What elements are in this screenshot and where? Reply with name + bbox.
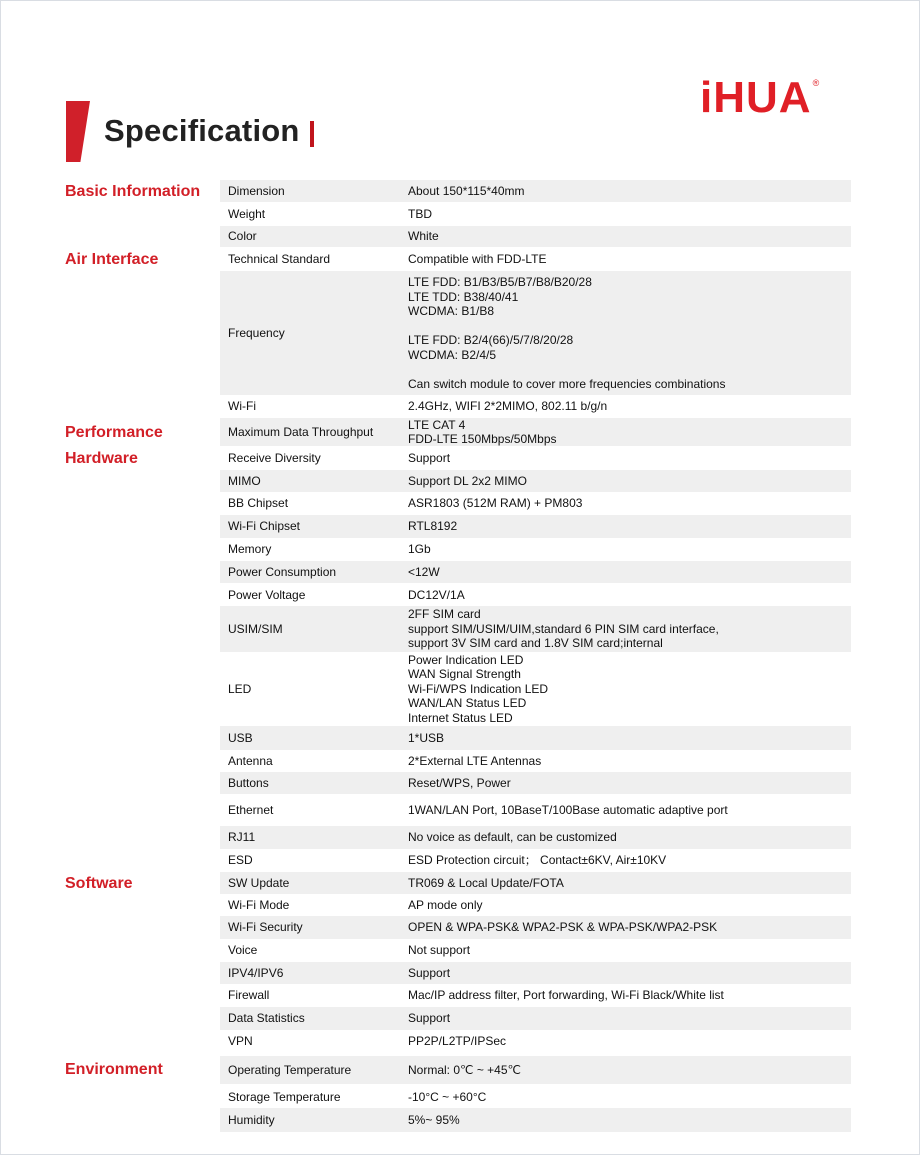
spec-row	[220, 826, 851, 849]
spec-row	[220, 447, 851, 469]
spec-name: MIMO	[228, 473, 261, 488]
ihua-logo	[700, 73, 820, 122]
spec-value: PP2P/L2TP/IPSec	[408, 1034, 507, 1049]
spec-name: ESD	[228, 852, 253, 867]
spec-value: Not support	[408, 943, 471, 958]
spec-name: Frequency	[228, 325, 285, 340]
spec-value: TBD	[408, 206, 432, 221]
spec-name: Ethernet	[228, 802, 274, 817]
spec-row	[220, 962, 851, 984]
spec-name: IPV4/IPV6	[228, 965, 284, 980]
spec-value: Compatible with FDD-LTE	[408, 251, 547, 266]
spec-row	[220, 1056, 851, 1084]
spec-row	[220, 772, 851, 794]
spec-row	[220, 226, 851, 247]
spec-name: Technical Standard	[228, 251, 331, 266]
spec-value: About 150*115*40mm	[408, 183, 525, 198]
section-software: Software	[65, 875, 133, 892]
spec-name: Receive Diversity	[228, 450, 321, 465]
spec-row	[220, 418, 851, 446]
spec-row	[220, 180, 851, 202]
spec-row	[220, 652, 851, 726]
spec-value: White	[408, 229, 439, 244]
spec-value: RTL8192	[408, 519, 458, 534]
spec-row	[220, 1084, 851, 1110]
spec-row	[220, 538, 851, 560]
spec-value: AP mode only	[408, 897, 483, 912]
spec-value: LTE FDD: B1/B3/B5/B7/B8/B20/28 LTE TDD: B38/40/41 WCDMA: B1/B8 LTE FDD: B2/4(66)/5/7/8/20/28 WCDMA: B2/4/5 Can switch module to cover more frequencies combinations	[408, 275, 726, 391]
spec-row	[220, 1108, 851, 1132]
spec-row	[220, 894, 851, 916]
spec-name: Color	[228, 229, 257, 244]
spec-row	[220, 916, 851, 939]
spec-row	[220, 794, 851, 826]
spec-value: <12W	[408, 564, 440, 579]
section-basic-information: Basic Information	[65, 183, 201, 200]
spec-value: LTE CAT 4 FDD-LTE 150Mbps/50Mbps	[408, 417, 557, 446]
spec-name: Memory	[228, 541, 272, 556]
spec-row	[220, 606, 851, 652]
spec-name: Power Voltage	[228, 587, 306, 602]
spec-name: Maximum Data Throughput	[228, 424, 374, 439]
spec-row	[220, 984, 851, 1007]
spec-value: Normal: 0℃ ~ +45℃	[408, 1062, 521, 1077]
spec-row	[220, 1007, 851, 1030]
spec-value: DC12V/1A	[408, 587, 465, 602]
spec-row	[220, 248, 851, 270]
spec-name: Wi-Fi	[228, 398, 256, 413]
spec-value: 1WAN/LAN Port, 10BaseT/100Base automatic adaptive port	[408, 802, 728, 817]
section-environment: Environment	[65, 1061, 163, 1078]
spec-value: Support DL 2x2 MIMO	[408, 473, 527, 488]
spec-name: Humidity	[228, 1112, 275, 1127]
spec-value: 2FF SIM card support SIM/USIM/UIM,standard 6 PIN SIM card interface, support 3V SIM card and 1.8V SIM card;internal	[408, 607, 719, 651]
spec-value: Support	[408, 450, 451, 465]
spec-row	[220, 939, 851, 962]
section-performance-hardware: Performance Hardware	[65, 424, 163, 467]
spec-value: ASR1803 (512M RAM) + PM803	[408, 496, 583, 511]
spec-name: Firewall	[228, 988, 270, 1003]
section-air-interface: Air Interface	[65, 251, 159, 268]
spec-row	[220, 203, 851, 225]
title-cursor-bar	[310, 121, 314, 147]
spec-name: Data Statistics	[228, 1011, 305, 1026]
spec-row	[220, 849, 851, 871]
spec-value: OPEN & WPA-PSK& WPA2-PSK & WPA-PSK/WPA2-PSK	[408, 920, 718, 935]
spec-row	[220, 492, 851, 515]
spec-name: Wi-Fi Mode	[228, 897, 290, 912]
spec-name: RJ11	[228, 830, 256, 845]
spec-row	[220, 470, 851, 492]
page-title: Specification	[104, 113, 300, 148]
spec-row	[220, 584, 851, 606]
spec-name: SW Update	[228, 875, 290, 890]
spec-name: VPN	[228, 1034, 253, 1049]
spec-value: ESD Protection circuit； Contact±6KV, Air±10KV	[408, 852, 667, 867]
spec-row	[220, 515, 851, 538]
spec-row	[220, 395, 851, 417]
spec-value: 1Gb	[408, 541, 431, 556]
spec-value: -10°C ~ +60°C	[408, 1089, 487, 1104]
spec-name: Buttons	[228, 775, 269, 790]
spec-row	[220, 872, 851, 894]
spec-name: Storage Temperature	[228, 1089, 341, 1104]
spec-row	[220, 271, 851, 395]
spec-name: USIM/SIM	[228, 621, 283, 636]
spec-name: USB	[228, 730, 253, 745]
spec-name: Wi-Fi Security	[228, 920, 303, 935]
spec-value: No voice as default, can be customized	[408, 830, 617, 845]
spec-name: BB Chipset	[228, 496, 289, 511]
spec-value: Support	[408, 965, 451, 980]
logo-text: iHUA	[700, 73, 812, 122]
spec-value: 1*USB	[408, 730, 445, 745]
spec-row	[220, 561, 851, 583]
spec-value: Mac/IP address filter, Port forwarding, Wi-Fi Black/White list	[408, 988, 724, 1003]
spec-row	[220, 750, 851, 772]
spec-name: Wi-Fi Chipset	[228, 519, 301, 534]
spec-name: Voice	[228, 943, 258, 958]
spec-value: Reset/WPS, Power	[408, 775, 511, 790]
spec-name: Operating Temperature	[228, 1062, 352, 1077]
spec-name: LED	[228, 681, 252, 696]
spec-name: Weight	[228, 206, 266, 221]
spec-value: 2*External LTE Antennas	[408, 753, 542, 768]
spec-value: 2.4GHz, WIFI 2*2MIMO, 802.11 b/g/n	[408, 398, 608, 413]
spec-value: Power Indication LED WAN Signal Strength Wi-Fi/WPS Indication LED WAN/LAN Status LED Internet Status LED	[408, 652, 549, 725]
registered-mark: ®	[812, 78, 820, 88]
spec-name: Antenna	[228, 753, 273, 768]
spec-value: TR069 & Local Update/FOTA	[408, 875, 564, 890]
spec-name: Power Consumption	[228, 564, 337, 579]
spec-row	[220, 1030, 851, 1053]
spec-row	[220, 726, 851, 750]
spec-value: 5%~ 95%	[408, 1112, 460, 1127]
spec-name: Dimension	[228, 183, 285, 198]
spec-value: Support	[408, 1011, 451, 1026]
